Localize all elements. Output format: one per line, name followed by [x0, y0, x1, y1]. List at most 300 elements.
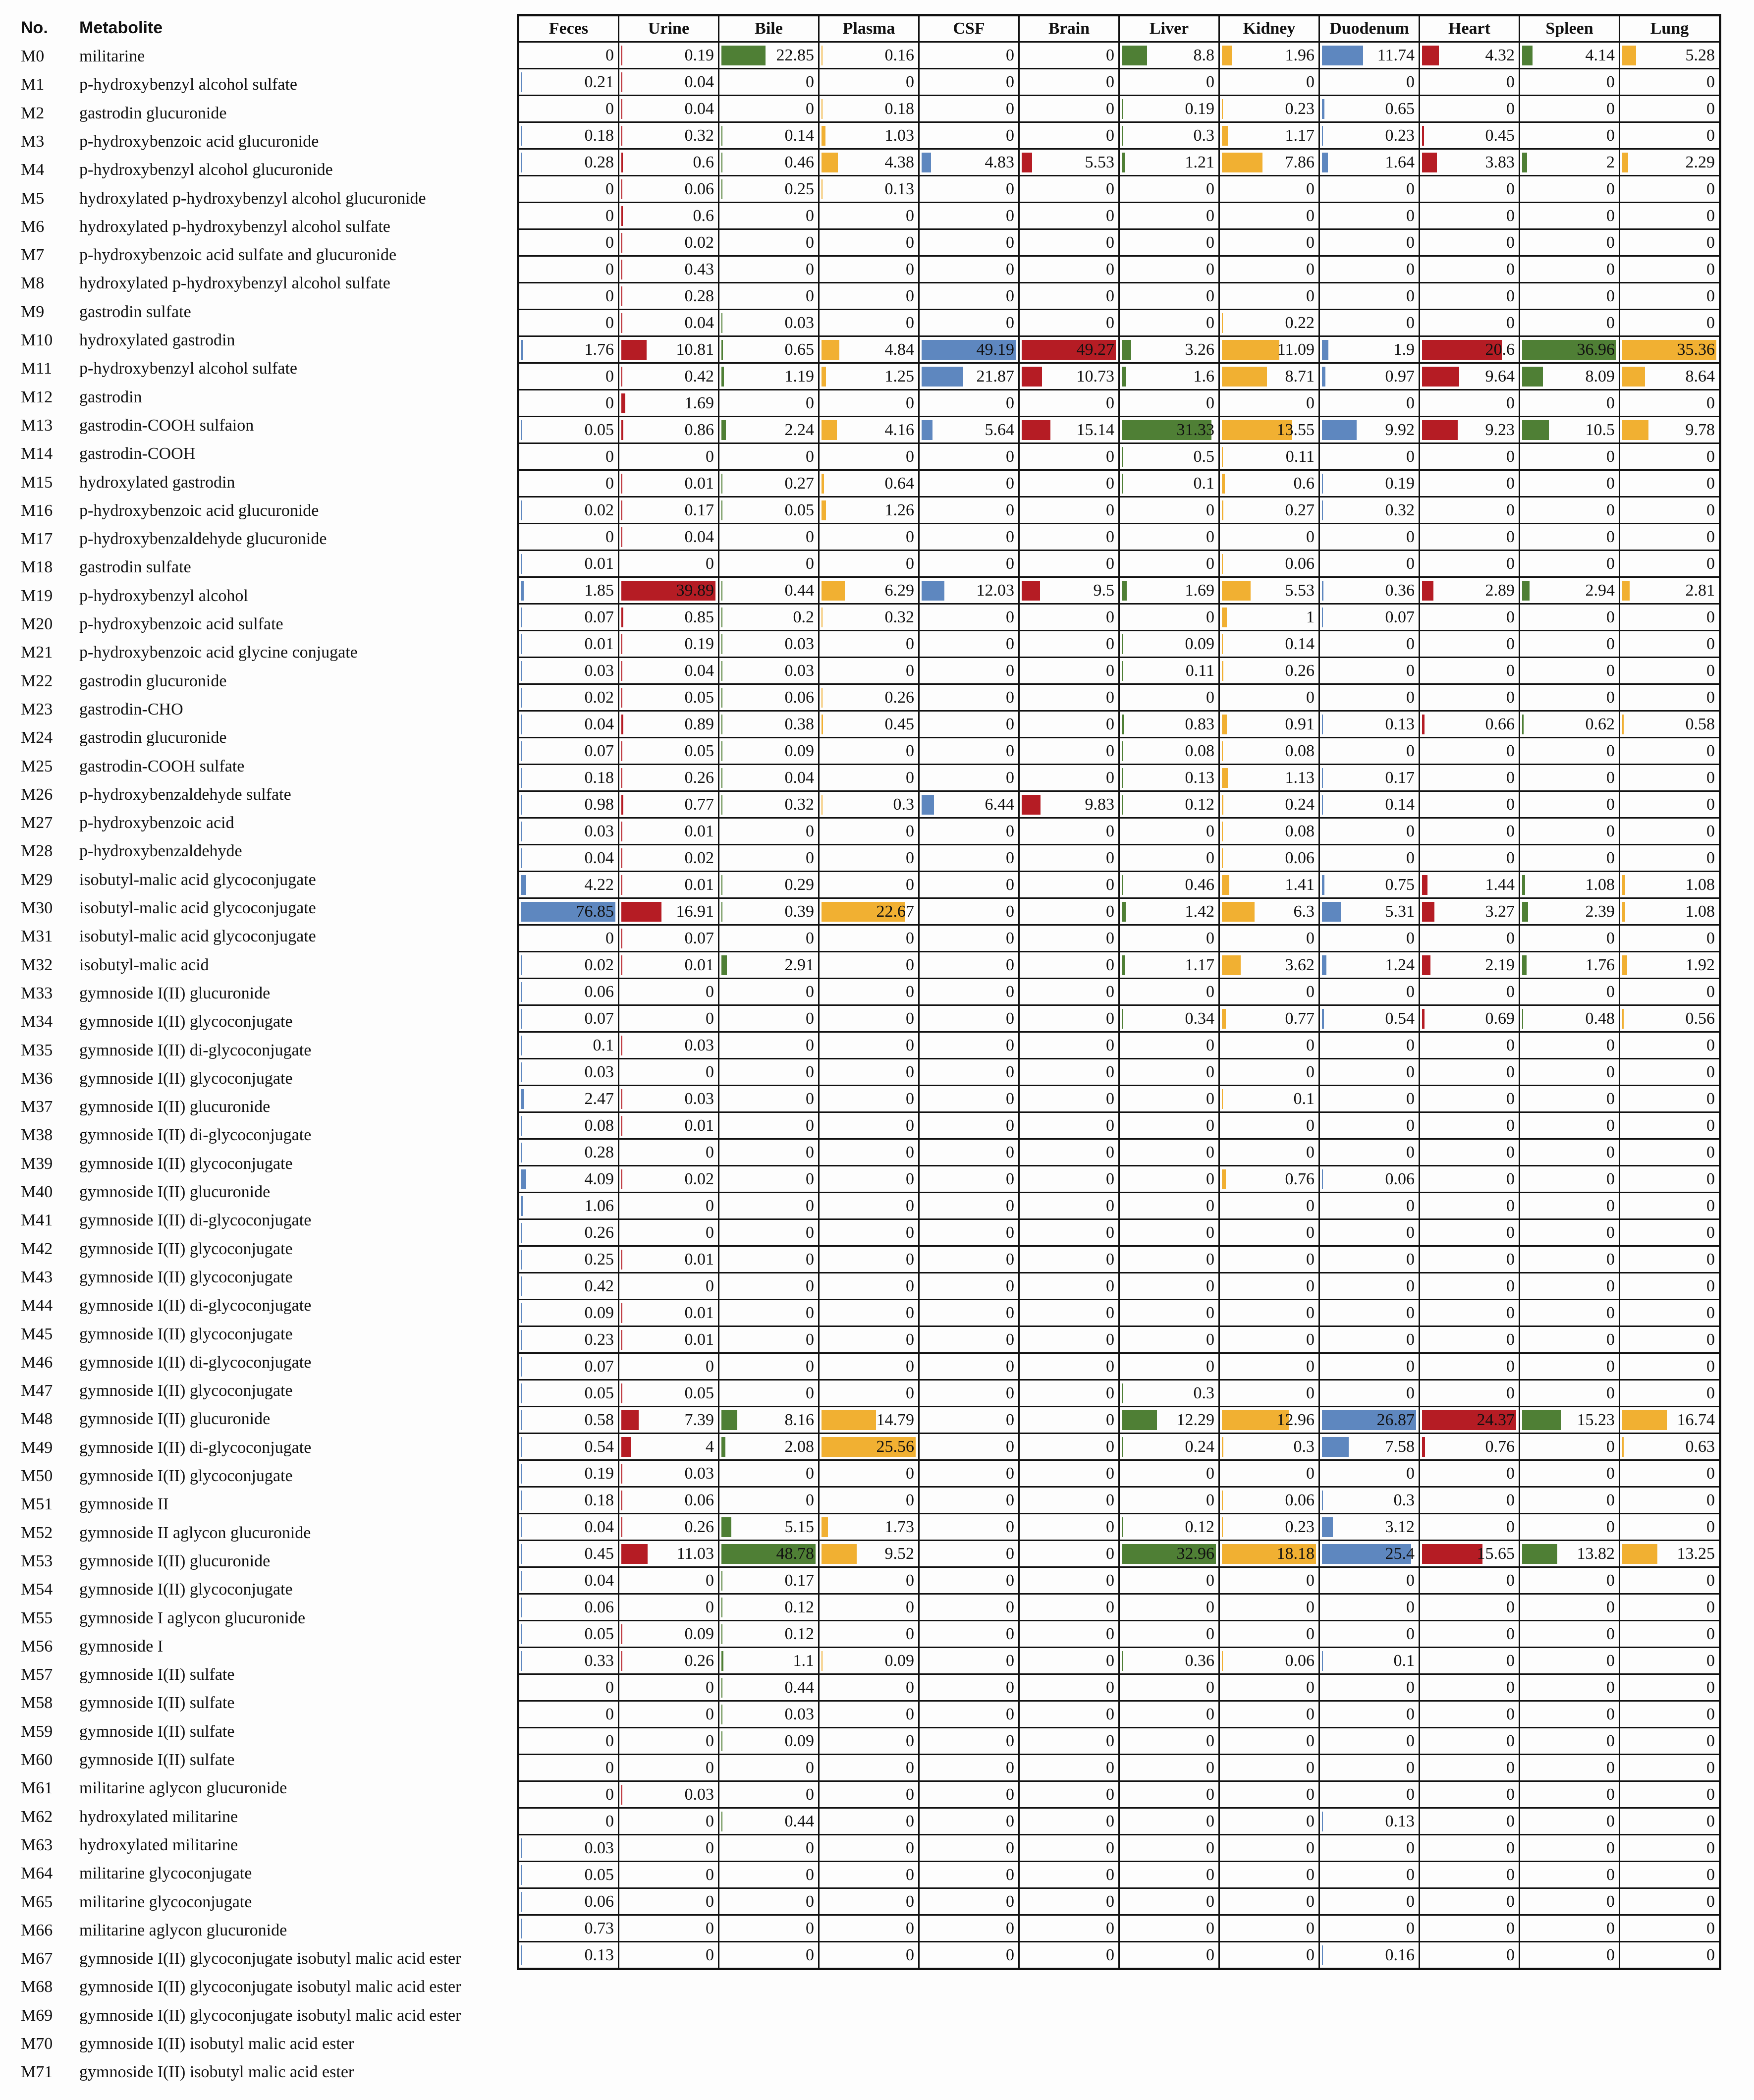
cell-value: 6.44 — [985, 795, 1014, 814]
cell-value: 0 — [1006, 1812, 1014, 1830]
value-cell-urine — [619, 1219, 719, 1246]
data-bar — [1622, 902, 1625, 922]
value-cell-brain — [1019, 791, 1119, 818]
table-row — [518, 1460, 1720, 1487]
value-cell-lung — [1620, 1942, 1720, 1969]
column-header-plasma: Plasma — [819, 15, 919, 42]
value-cell-brain — [1019, 1808, 1119, 1835]
data-bar — [521, 581, 524, 601]
value-cell-liver — [1119, 149, 1219, 176]
value-cell-csf — [919, 417, 1019, 443]
data-bar — [1222, 768, 1228, 788]
cell-value: 0 — [1506, 822, 1515, 840]
value-cell-heart — [1420, 1219, 1520, 1246]
cell-value: 0 — [1406, 1839, 1415, 1857]
cell-value: 0.09 — [784, 742, 814, 760]
cell-value: 0 — [1706, 688, 1715, 707]
value-cell-heart — [1420, 1621, 1520, 1648]
value-cell-duodenum — [1319, 497, 1420, 524]
value-cell-bile — [719, 1005, 819, 1032]
table-row — [518, 1032, 1720, 1059]
cell-value: 0 — [1306, 1598, 1315, 1616]
data-bar — [922, 153, 931, 172]
value-cell-bile — [719, 577, 819, 604]
cell-value: 0 — [1506, 314, 1515, 332]
cell-value: 0.26 — [584, 1223, 614, 1242]
value-cell-brain — [1019, 1166, 1119, 1193]
cell-value: 0 — [1006, 1919, 1014, 1937]
value-cell-bile — [719, 1755, 819, 1781]
table-row — [518, 765, 1720, 791]
cell-value: 0 — [1406, 849, 1415, 867]
cell-value: 76.85 — [576, 902, 614, 921]
value-cell-duodenum — [1319, 96, 1420, 122]
cell-value: 0.56 — [1685, 1009, 1715, 1028]
cell-value: 0 — [906, 1866, 914, 1884]
cell-value: 0.69 — [1485, 1009, 1515, 1028]
value-cell-kidney — [1219, 1541, 1319, 1567]
cell-value: 0 — [1506, 1250, 1515, 1269]
cell-value: 0.19 — [684, 635, 714, 653]
value-cell-feces — [518, 1246, 619, 1273]
cell-value: 0 — [1406, 688, 1415, 707]
value-cell-csf — [919, 925, 1019, 952]
data-bar — [621, 179, 622, 199]
cell-value: 0.45 — [1485, 126, 1515, 145]
cell-value: 0 — [1006, 876, 1014, 894]
cell-value: 0 — [806, 1304, 814, 1322]
cell-value: 0.12 — [1185, 1518, 1214, 1536]
value-cell-feces — [518, 336, 619, 363]
value-cell-kidney — [1219, 417, 1319, 443]
value-cell-kidney — [1219, 631, 1319, 658]
value-cell-duodenum — [1319, 577, 1420, 604]
value-cell-spleen — [1520, 1326, 1620, 1353]
value-cell-liver — [1119, 658, 1219, 684]
cell-value: 0.14 — [1285, 635, 1315, 653]
value-cell-urine — [619, 96, 719, 122]
value-cell-heart — [1420, 925, 1520, 952]
data-bar — [621, 608, 623, 627]
cell-value: 0.09 — [1185, 635, 1214, 653]
cell-value: 0 — [1506, 742, 1515, 760]
value-cell-duodenum — [1319, 336, 1420, 363]
value-cell-liver — [1119, 1219, 1219, 1246]
cell-value: 0 — [1006, 528, 1014, 546]
value-cell-csf — [919, 1621, 1019, 1648]
value-cell-heart — [1420, 497, 1520, 524]
metabolite-name: gymnoside I(II) glucuronide — [79, 1410, 271, 1429]
cell-value: 4.32 — [1485, 46, 1515, 64]
column-header-brain: Brain — [1019, 15, 1119, 42]
value-cell-liver — [1119, 1086, 1219, 1112]
cell-value: 0 — [1306, 1277, 1315, 1295]
cell-value: 0.98 — [584, 795, 614, 814]
cell-value: 0.32 — [784, 795, 814, 814]
cell-value: 0 — [1006, 1759, 1014, 1777]
data-bar — [521, 1945, 522, 1965]
cell-value: 6.29 — [884, 581, 914, 600]
value-cell-csf — [919, 1407, 1019, 1434]
value-cell-kidney — [1219, 604, 1319, 631]
value-cell-kidney — [1219, 1915, 1319, 1942]
value-cell-spleen — [1520, 1380, 1620, 1407]
value-cell-feces — [518, 1139, 619, 1166]
column-header-duodenum: Duodenum — [1319, 15, 1420, 42]
cell-value: 0.08 — [1285, 742, 1315, 760]
cell-value: 0 — [1006, 554, 1014, 573]
cell-value: 0 — [1106, 1197, 1114, 1215]
cell-value: 0.28 — [684, 287, 714, 305]
cell-value: 0 — [806, 287, 814, 305]
value-cell-liver — [1119, 925, 1219, 952]
value-cell-csf — [919, 1086, 1019, 1112]
cell-value: 0 — [1206, 1464, 1214, 1483]
value-cell-plasma — [819, 390, 919, 417]
data-bar — [521, 608, 522, 627]
data-bar — [1122, 1410, 1157, 1430]
value-cell-liver — [1119, 69, 1219, 96]
value-cell-heart — [1420, 149, 1520, 176]
value-cell-lung — [1620, 1808, 1720, 1835]
metabolite-id: M52 — [21, 1523, 53, 1542]
data-bar — [721, 715, 722, 734]
cell-value: 0 — [1406, 1116, 1415, 1135]
metabolite-id: M65 — [21, 1892, 53, 1911]
metabolite-name: gastrodin-CHO — [79, 700, 183, 718]
value-cell-csf — [919, 979, 1019, 1005]
cell-value: 8.16 — [784, 1411, 814, 1429]
table-row — [518, 1942, 1720, 1969]
value-cell-liver — [1119, 1621, 1219, 1648]
value-cell-liver — [1119, 1273, 1219, 1300]
value-cell-csf — [919, 1139, 1019, 1166]
value-cell-duodenum — [1319, 1300, 1420, 1326]
value-cell-spleen — [1520, 1407, 1620, 1434]
value-cell-heart — [1420, 1942, 1520, 1969]
cell-value: 0 — [1606, 1812, 1615, 1830]
value-cell-kidney — [1219, 1434, 1319, 1460]
cell-value: 0 — [1606, 1785, 1615, 1804]
metabolite-id: M41 — [21, 1211, 53, 1230]
value-cell-duodenum — [1319, 1781, 1420, 1808]
cell-value: 0 — [1406, 929, 1415, 947]
data-bar — [1422, 1009, 1425, 1029]
value-cell-kidney — [1219, 470, 1319, 497]
cell-value: 0 — [1006, 1678, 1014, 1697]
value-cell-csf — [919, 898, 1019, 925]
table-row — [518, 872, 1720, 898]
table-row — [518, 310, 1720, 336]
cell-value: 0 — [1206, 287, 1214, 305]
cell-value: 0.19 — [1185, 100, 1214, 118]
value-cell-liver — [1119, 1888, 1219, 1915]
value-cell-feces — [518, 1273, 619, 1300]
data-bar — [1322, 1517, 1333, 1537]
cell-value: 0.04 — [684, 528, 714, 546]
value-cell-spleen — [1520, 551, 1620, 577]
cell-value: 0 — [1106, 1250, 1114, 1269]
cell-value: 1.9 — [1393, 340, 1415, 359]
cell-value: 0 — [1306, 1705, 1315, 1723]
cell-value: 1.17 — [1185, 956, 1214, 974]
cell-value: 0.03 — [684, 1464, 714, 1483]
value-cell-bile — [719, 1514, 819, 1541]
data-bar — [621, 688, 622, 708]
cell-value: 0 — [1606, 983, 1615, 1001]
value-cell-plasma — [819, 1701, 919, 1728]
value-cell-spleen — [1520, 1621, 1620, 1648]
table-row — [518, 1621, 1720, 1648]
value-cell-brain — [1019, 979, 1119, 1005]
value-cell-heart — [1420, 1032, 1520, 1059]
cell-value: 0 — [1606, 1277, 1615, 1295]
cell-value: 0 — [1406, 554, 1415, 573]
cell-value: 0 — [1206, 1866, 1214, 1884]
metabolite-id: M8 — [21, 274, 45, 293]
cell-value: 0.32 — [684, 126, 714, 145]
cell-value: 8.09 — [1585, 367, 1615, 386]
value-cell-kidney — [1219, 1621, 1319, 1648]
value-cell-brain — [1019, 363, 1119, 390]
column-header-bile: Bile — [719, 15, 819, 42]
data-bar — [521, 822, 522, 841]
cell-value: 15.14 — [1076, 421, 1114, 439]
data-bar — [1222, 1491, 1223, 1510]
cell-value: 0 — [1606, 1919, 1615, 1937]
cell-value: 0 — [806, 1009, 814, 1028]
cell-value: 0 — [1006, 1090, 1014, 1108]
cell-value: 0.45 — [584, 1545, 614, 1563]
value-cell-urine — [619, 1300, 719, 1326]
value-cell-feces — [518, 1487, 619, 1514]
cell-value: 0 — [1306, 1812, 1315, 1830]
value-cell-spleen — [1520, 1728, 1620, 1755]
value-cell-urine — [619, 283, 719, 310]
value-cell-spleen — [1520, 1434, 1620, 1460]
metabolite-name: gymnoside I(II) isobutyl malic acid ester — [79, 2063, 354, 2082]
cell-value: 0 — [1206, 1063, 1214, 1081]
cell-value: 0 — [1606, 822, 1615, 840]
value-cell-liver — [1119, 1380, 1219, 1407]
value-cell-bile — [719, 336, 819, 363]
cell-value: 0.25 — [784, 180, 814, 198]
data-bar — [1422, 126, 1424, 146]
metabolite-name: hydroxylated p-hydroxybenzyl alcohol glucuronide — [79, 189, 426, 208]
data-bar — [1322, 340, 1328, 360]
value-cell-kidney — [1219, 1326, 1319, 1353]
value-cell-plasma — [819, 176, 919, 203]
cell-value: 0 — [1106, 447, 1114, 466]
value-cell-duodenum — [1319, 791, 1420, 818]
value-cell-heart — [1420, 577, 1520, 604]
value-cell-heart — [1420, 979, 1520, 1005]
value-cell-plasma — [819, 1380, 919, 1407]
column-header-spleen: Spleen — [1520, 15, 1620, 42]
metabolite-id: M61 — [21, 1779, 53, 1798]
cell-value: 0 — [1006, 1116, 1014, 1135]
cell-value: 1.26 — [884, 501, 914, 519]
cell-value: 0 — [1606, 1437, 1615, 1456]
value-cell-bile — [719, 1460, 819, 1487]
cell-value: 0 — [806, 1946, 814, 1964]
data-bar — [1322, 46, 1363, 65]
cell-value: 0 — [1006, 1866, 1014, 1884]
cell-value: 0 — [706, 1009, 714, 1028]
value-cell-spleen — [1520, 1514, 1620, 1541]
cell-value: 0 — [1506, 287, 1515, 305]
metabolite-name: p-hydroxybenzoic acid sulfate — [79, 615, 283, 633]
cell-value: 0.03 — [584, 662, 614, 680]
value-cell-heart — [1420, 1326, 1520, 1353]
value-cell-spleen — [1520, 1246, 1620, 1273]
cell-value: 0 — [1106, 1946, 1114, 1964]
cell-value: 0 — [1206, 1812, 1214, 1830]
value-cell-duodenum — [1319, 1621, 1420, 1648]
metabolite-id: M45 — [21, 1325, 53, 1343]
value-cell-plasma — [819, 1942, 919, 1969]
cell-value: 0 — [1106, 1090, 1114, 1108]
value-cell-heart — [1420, 551, 1520, 577]
cell-value: 0.91 — [1285, 715, 1315, 733]
value-cell-spleen — [1520, 176, 1620, 203]
cell-value: 0 — [1106, 1598, 1114, 1616]
value-cell-liver — [1119, 176, 1219, 203]
value-cell-brain — [1019, 229, 1119, 256]
metabolite-name: gymnoside I(II) glycoconjugate — [79, 1382, 293, 1400]
data-bar — [621, 340, 647, 360]
value-cell-plasma — [819, 872, 919, 898]
value-cell-feces — [518, 229, 619, 256]
value-cell-liver — [1119, 818, 1219, 845]
data-bar — [1622, 1544, 1657, 1564]
cell-value: 0 — [1006, 1304, 1014, 1322]
data-bar — [1622, 367, 1645, 387]
data-bar — [521, 768, 522, 788]
cell-value: 5.53 — [1285, 581, 1315, 600]
metabolite-name: isobutyl-malic acid glycoconjugate — [79, 899, 316, 917]
data-bar — [721, 474, 722, 494]
value-cell-lung — [1620, 363, 1720, 390]
value-cell-brain — [1019, 1434, 1119, 1460]
metabolite-name: gymnoside I(II) sulfate — [79, 1722, 235, 1741]
cell-value: 0 — [1006, 1545, 1014, 1563]
cell-value: 0 — [906, 1116, 914, 1135]
cell-value: 0 — [1606, 1946, 1615, 1964]
cell-value: 0 — [1006, 447, 1014, 466]
value-cell-feces — [518, 1112, 619, 1139]
metabolite-id: M18 — [21, 558, 53, 577]
cell-value: 0 — [1606, 1036, 1615, 1054]
value-cell-brain — [1019, 738, 1119, 765]
cell-value: 0.44 — [784, 1812, 814, 1830]
cell-value: 0.6 — [693, 207, 714, 225]
cell-value: 0 — [1106, 1223, 1114, 1242]
value-cell-heart — [1420, 1139, 1520, 1166]
cell-value: 0.46 — [1185, 876, 1214, 894]
data-bar — [621, 1169, 622, 1189]
value-cell-lung — [1620, 1166, 1720, 1193]
value-cell-urine — [619, 551, 719, 577]
value-cell-liver — [1119, 256, 1219, 283]
data-bar — [1522, 1410, 1561, 1430]
value-cell-feces — [518, 1541, 619, 1567]
cell-value: 0 — [1606, 1491, 1615, 1509]
metabolite-id: M60 — [21, 1751, 53, 1769]
value-cell-kidney — [1219, 283, 1319, 310]
cell-value: 0 — [1206, 822, 1214, 840]
cell-value: 0 — [1506, 1143, 1515, 1161]
table-row — [518, 443, 1720, 470]
value-cell-spleen — [1520, 818, 1620, 845]
metabolite-name: gastrodin glucuronide — [79, 104, 227, 122]
data-bar — [1622, 875, 1625, 895]
cell-value: 0 — [1306, 394, 1315, 412]
cell-value: 0 — [605, 46, 614, 64]
data-bar — [1122, 902, 1126, 922]
cell-value: 0 — [906, 1732, 914, 1750]
value-cell-heart — [1420, 96, 1520, 122]
cell-value: 5.53 — [1085, 153, 1114, 171]
cell-value: 1.64 — [1385, 153, 1415, 171]
value-cell-urine — [619, 1835, 719, 1862]
cell-value: 0 — [1306, 1678, 1315, 1697]
metabolite-id: M51 — [21, 1495, 53, 1514]
value-cell-duodenum — [1319, 1193, 1420, 1219]
value-cell-plasma — [819, 658, 919, 684]
cell-value: 0 — [1206, 1330, 1214, 1349]
value-cell-feces — [518, 1219, 619, 1246]
metabolite-name: gastrodin glucuronide — [79, 671, 227, 690]
value-cell-urine — [619, 443, 719, 470]
cell-value: 0 — [1006, 180, 1014, 198]
cell-value: 0 — [906, 1759, 914, 1777]
data-bar — [1522, 46, 1533, 65]
cell-value: 0.29 — [784, 876, 814, 894]
value-cell-urine — [619, 1621, 719, 1648]
value-cell-csf — [919, 1701, 1019, 1728]
value-cell-kidney — [1219, 1781, 1319, 1808]
value-cell-liver — [1119, 1059, 1219, 1086]
value-cell-kidney — [1219, 979, 1319, 1005]
value-cell-spleen — [1520, 470, 1620, 497]
cell-value: 0.32 — [1385, 501, 1415, 519]
cell-value: 12.29 — [1176, 1411, 1214, 1429]
value-cell-heart — [1420, 1567, 1520, 1594]
value-cell-urine — [619, 1086, 719, 1112]
data-bar — [1322, 1437, 1349, 1457]
value-cell-plasma — [819, 1460, 919, 1487]
data-bar — [1122, 153, 1125, 172]
cell-value: 0.05 — [584, 1866, 614, 1884]
cell-value: 0 — [1006, 126, 1014, 145]
cell-value: 0 — [1606, 1357, 1615, 1376]
value-cell-kidney — [1219, 1273, 1319, 1300]
value-cell-plasma — [819, 1005, 919, 1032]
cell-value: 0 — [1506, 394, 1515, 412]
cell-value: 0 — [1406, 1277, 1415, 1295]
cell-value: 0 — [605, 1785, 614, 1804]
cell-value: 0 — [1106, 394, 1114, 412]
cell-value: 0 — [1206, 1036, 1214, 1054]
cell-value: 0 — [1206, 1705, 1214, 1723]
value-cell-lung — [1620, 1621, 1720, 1648]
value-cell-spleen — [1520, 1674, 1620, 1701]
value-cell-csf — [919, 845, 1019, 872]
metabolite-id: M32 — [21, 955, 53, 974]
cell-value: 0 — [1406, 1250, 1415, 1269]
cell-value: 0 — [1106, 314, 1114, 332]
